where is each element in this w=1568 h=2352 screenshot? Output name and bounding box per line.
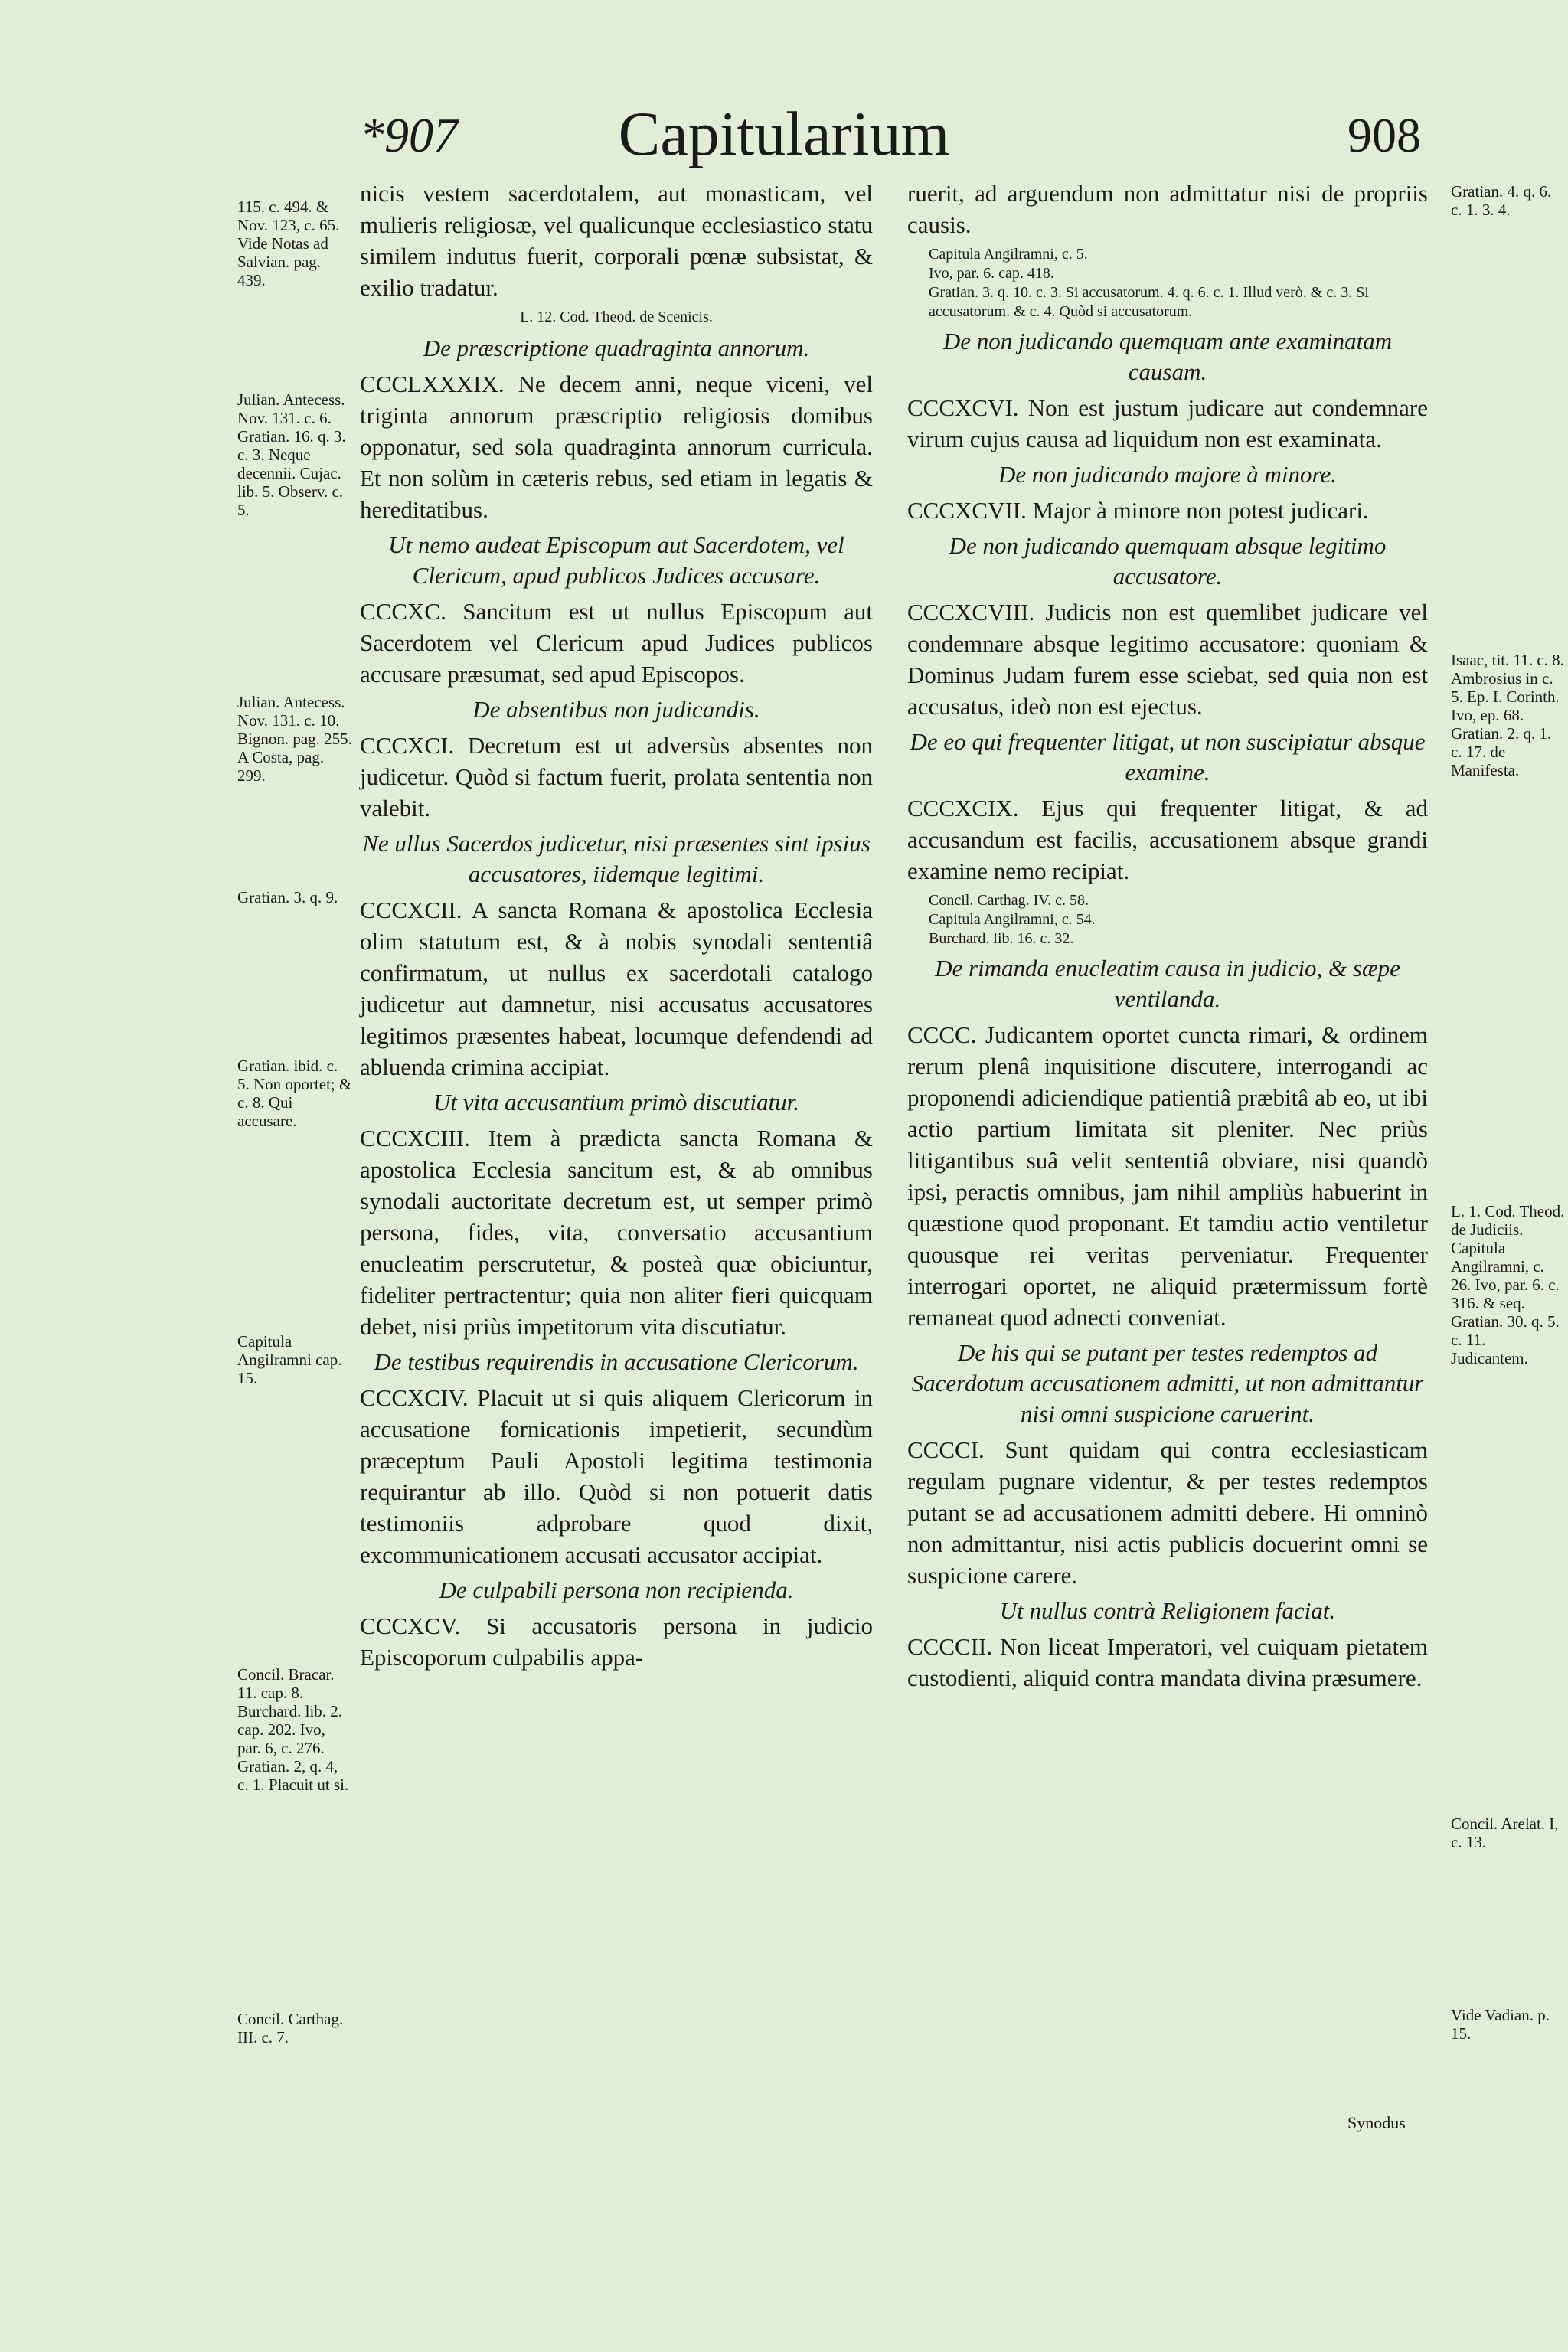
margin-note: Gratian. 3. q. 9.: [237, 888, 338, 906]
running-title: Capitularium: [618, 99, 950, 168]
paragraph: CCCXCVII. Major à minore non potest judicari.: [907, 497, 1369, 524]
paragraph: CCCXCIV. Placuit ut si quis aliquem Clericorum in accusatione fornicationis impetierit, secundùm præceptum Pauli Apostoli legitima testimonia requirantur ab illo. Quòd si non potuerit datis testimoniis adprobare quod dixit, excommunicationem accusati accusator accipiat.: [360, 1384, 873, 1568]
section-heading: De non judicando quemquam absque legitimo accusatore.: [949, 532, 1387, 590]
margin-note: Concil. Carthag. III. c. 7.: [237, 2010, 344, 2047]
section-heading: Ut vita accusantium primò discutiatur.: [433, 1089, 799, 1116]
section-heading: De non judicando quemquam ante examinatam causam.: [942, 328, 1393, 385]
margin-note: 115. c. 494. & Nov. 123, c. 65. Vide Notas ad Salvian. pag. 439.: [237, 198, 340, 289]
margin-note: Gratian. 4. q. 6. c. 1. 3. 4.: [1451, 182, 1552, 219]
paragraph: CCCC. Judicantem oportet cuncta rimari, & ordinem rerum plenâ inquisitione discutere, interrogandi ac proponendi adiciendique patientiâ præbitâ ab eo, ut ibi actio partium limitata sit pleniter. Nec priùs litigantibus suâ velit sententiâ obviare, nisi quandò ipsi, peractis omnibus, jam nihil ampliùs habuerint in quæstione quod proponant. Et tamdiu actio ventiletur quousque rei veritas perveniatur. Frequenter interrogari oportet, ne aliquid prætermissum fortè remaneat quod adnecti conveniat.: [907, 1021, 1428, 1331]
left-text-column: [360, 178, 873, 1677]
paragraph: CCCLXXXIX. Ne decem anni, neque viceni, vel triginta annorum præscriptio religiosis domibus opponatur, sed sola quadraginta annorum curricula. Et non solùm in cæteris rebus, sed etiam in legatis & hereditatibus.: [360, 371, 873, 523]
section-heading: De rimanda enucleatim causa in judicio, & sæpe ventilanda.: [935, 955, 1400, 1012]
right-text-column: [907, 178, 1428, 1698]
section-heading: De præscriptione quadraginta annorum.: [423, 335, 810, 361]
page-number-right: 908: [1348, 108, 1421, 162]
section-heading: De his qui se putant per testes redemptos ad Sacerdotum accusationem admitti, ut non admittantur nisi omni suspicione caruerint.: [911, 1339, 1424, 1427]
page-number-left: *907: [360, 108, 458, 162]
paragraph: ruerit, ad arguendum non admittatur nisi de propriis causis.: [907, 180, 1428, 238]
citation: Capitula Angilramni, c. 5.: [929, 246, 1088, 263]
citation: Gratian. 3. q. 10. c. 3. Si accusatorum. 4. q. 6. c. 1. Illud verò. & c. 3. Si accusatorum. & c. 4. Quòd si accusatorum.: [929, 284, 1369, 320]
section-heading: Ne ullus Sacerdos judicetur, nisi præsentes sint ipsius accusatores, iidemque legitimi.: [362, 830, 871, 887]
citation: Concil. Carthag. IV. c. 58.: [929, 892, 1089, 909]
section-heading: Ut nullus contrà Religionem faciat.: [999, 1597, 1336, 1624]
margin-note: Vide Vadian. p. 15.: [1451, 2006, 1550, 2043]
paragraph: CCCCI. Sunt quidam qui contra ecclesiasticam regulam pugnare videntur, & per testes redemptos putant se ad accusationem admitti debere. Hi omninò non admittantur, nisi actis publicis docuerint omni se suspicione carere.: [907, 1436, 1428, 1589]
paragraph: CCCXCVI. Non est justum judicare aut condemnare virum cujus causa ad liquidum non est examinata.: [907, 394, 1428, 452]
paragraph: CCCXCV. Si accusatoris persona in judicio Episcoporum culpabilis appa-: [360, 1612, 873, 1671]
section-heading: De eo qui frequenter litigat, ut non suscipiatur absque examine.: [910, 728, 1426, 786]
margin-note: Isaac, tit. 11. c. 8. Ambrosius in c. 5. Ep. I. Corinth. Ivo, ep. 68. Gratian. 2. q. 1. c. 17. de Manifesta.: [1451, 651, 1564, 779]
citation: Burchard. lib. 16. c. 32.: [929, 930, 1074, 947]
paragraph: CCCXCIX. Ejus qui frequenter litigat, & ad accusandum est facilis, accusationem absque grandi examine nemo recipiat.: [907, 795, 1428, 884]
margin-note: Julian. Antecess. Nov. 131. c. 10. Bignon. pag. 255. A Costa, pag. 299.: [237, 693, 352, 785]
section-heading: De culpabili persona non recipienda.: [439, 1576, 794, 1603]
citation: Ivo, par. 6. cap. 418.: [929, 265, 1054, 282]
paragraph: CCCXCIII. Item à prædicta sancta Romana & apostolica Ecclesia sancitum est, & ab omnibus synodali auctoritate decretum est, ut semper primò persona, fides, vita, conversatio accusantium enucleatim perscrutetur, & posteà quæ obiciuntur, fideliter pertractentur; quia non aliter fieri quicquam debet, nisi priùs impetitorum vita discutiatur.: [360, 1125, 873, 1340]
section-heading: De testibus requirendis in accusatione Clericorum.: [374, 1348, 859, 1375]
margin-note: Gratian. ibid. c. 5. Non oportet; & c. 8. Qui accusare.: [237, 1057, 352, 1130]
citation: Capitula Angilramni, c. 54.: [929, 911, 1096, 928]
section-heading: De non judicando majore à minore.: [998, 461, 1337, 488]
section-heading: Ut nemo audeat Episcopum aut Sacerdotem, vel Clericum, apud publicos Judices accusare.: [388, 531, 844, 589]
margin-note: Concil. Bracar. 11. cap. 8. Burchard. lib. 2. cap. 202. Ivo, par. 6, c. 276. Gratian. 2, q. 4, c. 1. Placuit ut si.: [237, 1665, 349, 1794]
paragraph: CCCCII. Non liceat Imperatori, vel cuiquam pietatem custodienti, aliquid contra mandata divina præsumere.: [907, 1633, 1428, 1691]
section-heading: De absentibus non judicandis.: [472, 696, 760, 723]
paragraph: CCCXCII. A sancta Romana & apostolica Ecclesia olim statutum est, & à nobis synodali sententiâ confirmatum, ut nullus ex sacerdotali catalogo judicetur aut damnetur, nisi accusatus accusatores legitimos præsentes habeat, locumque defendendi ad abluenda crimina accipiat.: [360, 897, 873, 1080]
citation: L. 12. Cod. Theod. de Scenicis.: [520, 309, 713, 325]
catchword: Synodus: [1348, 2113, 1406, 2132]
margin-note: Capitula Angilramni cap. 15.: [237, 1332, 342, 1387]
paragraph: CCCXCVIII. Judicis non est quemlibet judicare vel condemnare absque legitimo accusatore: quoniam & Dominus Judam furem esse sciebat, sed quia non est accusatus, ideò non est ejectus.: [907, 599, 1428, 720]
paragraph: nicis vestem sacerdotalem, aut monasticam, vel mulieris religiosæ, vel qualicunque ecclesiastico statu similem indutus fuerit, corporali pœnæ subsistat, & exilio tradatur.: [360, 180, 873, 301]
margin-note: Concil. Arelat. I, c. 13.: [1451, 1815, 1559, 1851]
paragraph: CCCXCI. Decretum est ut adversùs absentes non judicetur. Quòd si factum fuerit, prolata sententia non valebit.: [360, 732, 873, 822]
margin-note: Julian. Antecess. Nov. 131. c. 6. Gratian. 16. q. 3. c. 3. Neque decennii. Cujac. lib. 5. Observ. c. 5.: [237, 390, 346, 519]
paragraph: CCCXC. Sancitum est ut nullus Episcopum aut Sacerdotem vel Clericum apud Judices publicos accusare præsumat, sed apud Episcopos.: [360, 598, 873, 688]
margin-note: L. 1. Cod. Theod. de Judiciis. Capitula Angilramni, c. 26. Ivo, par. 6. c. 316. & seq. Gratian. 30. q. 5. c. 11. Judicantem.: [1451, 1202, 1565, 1367]
